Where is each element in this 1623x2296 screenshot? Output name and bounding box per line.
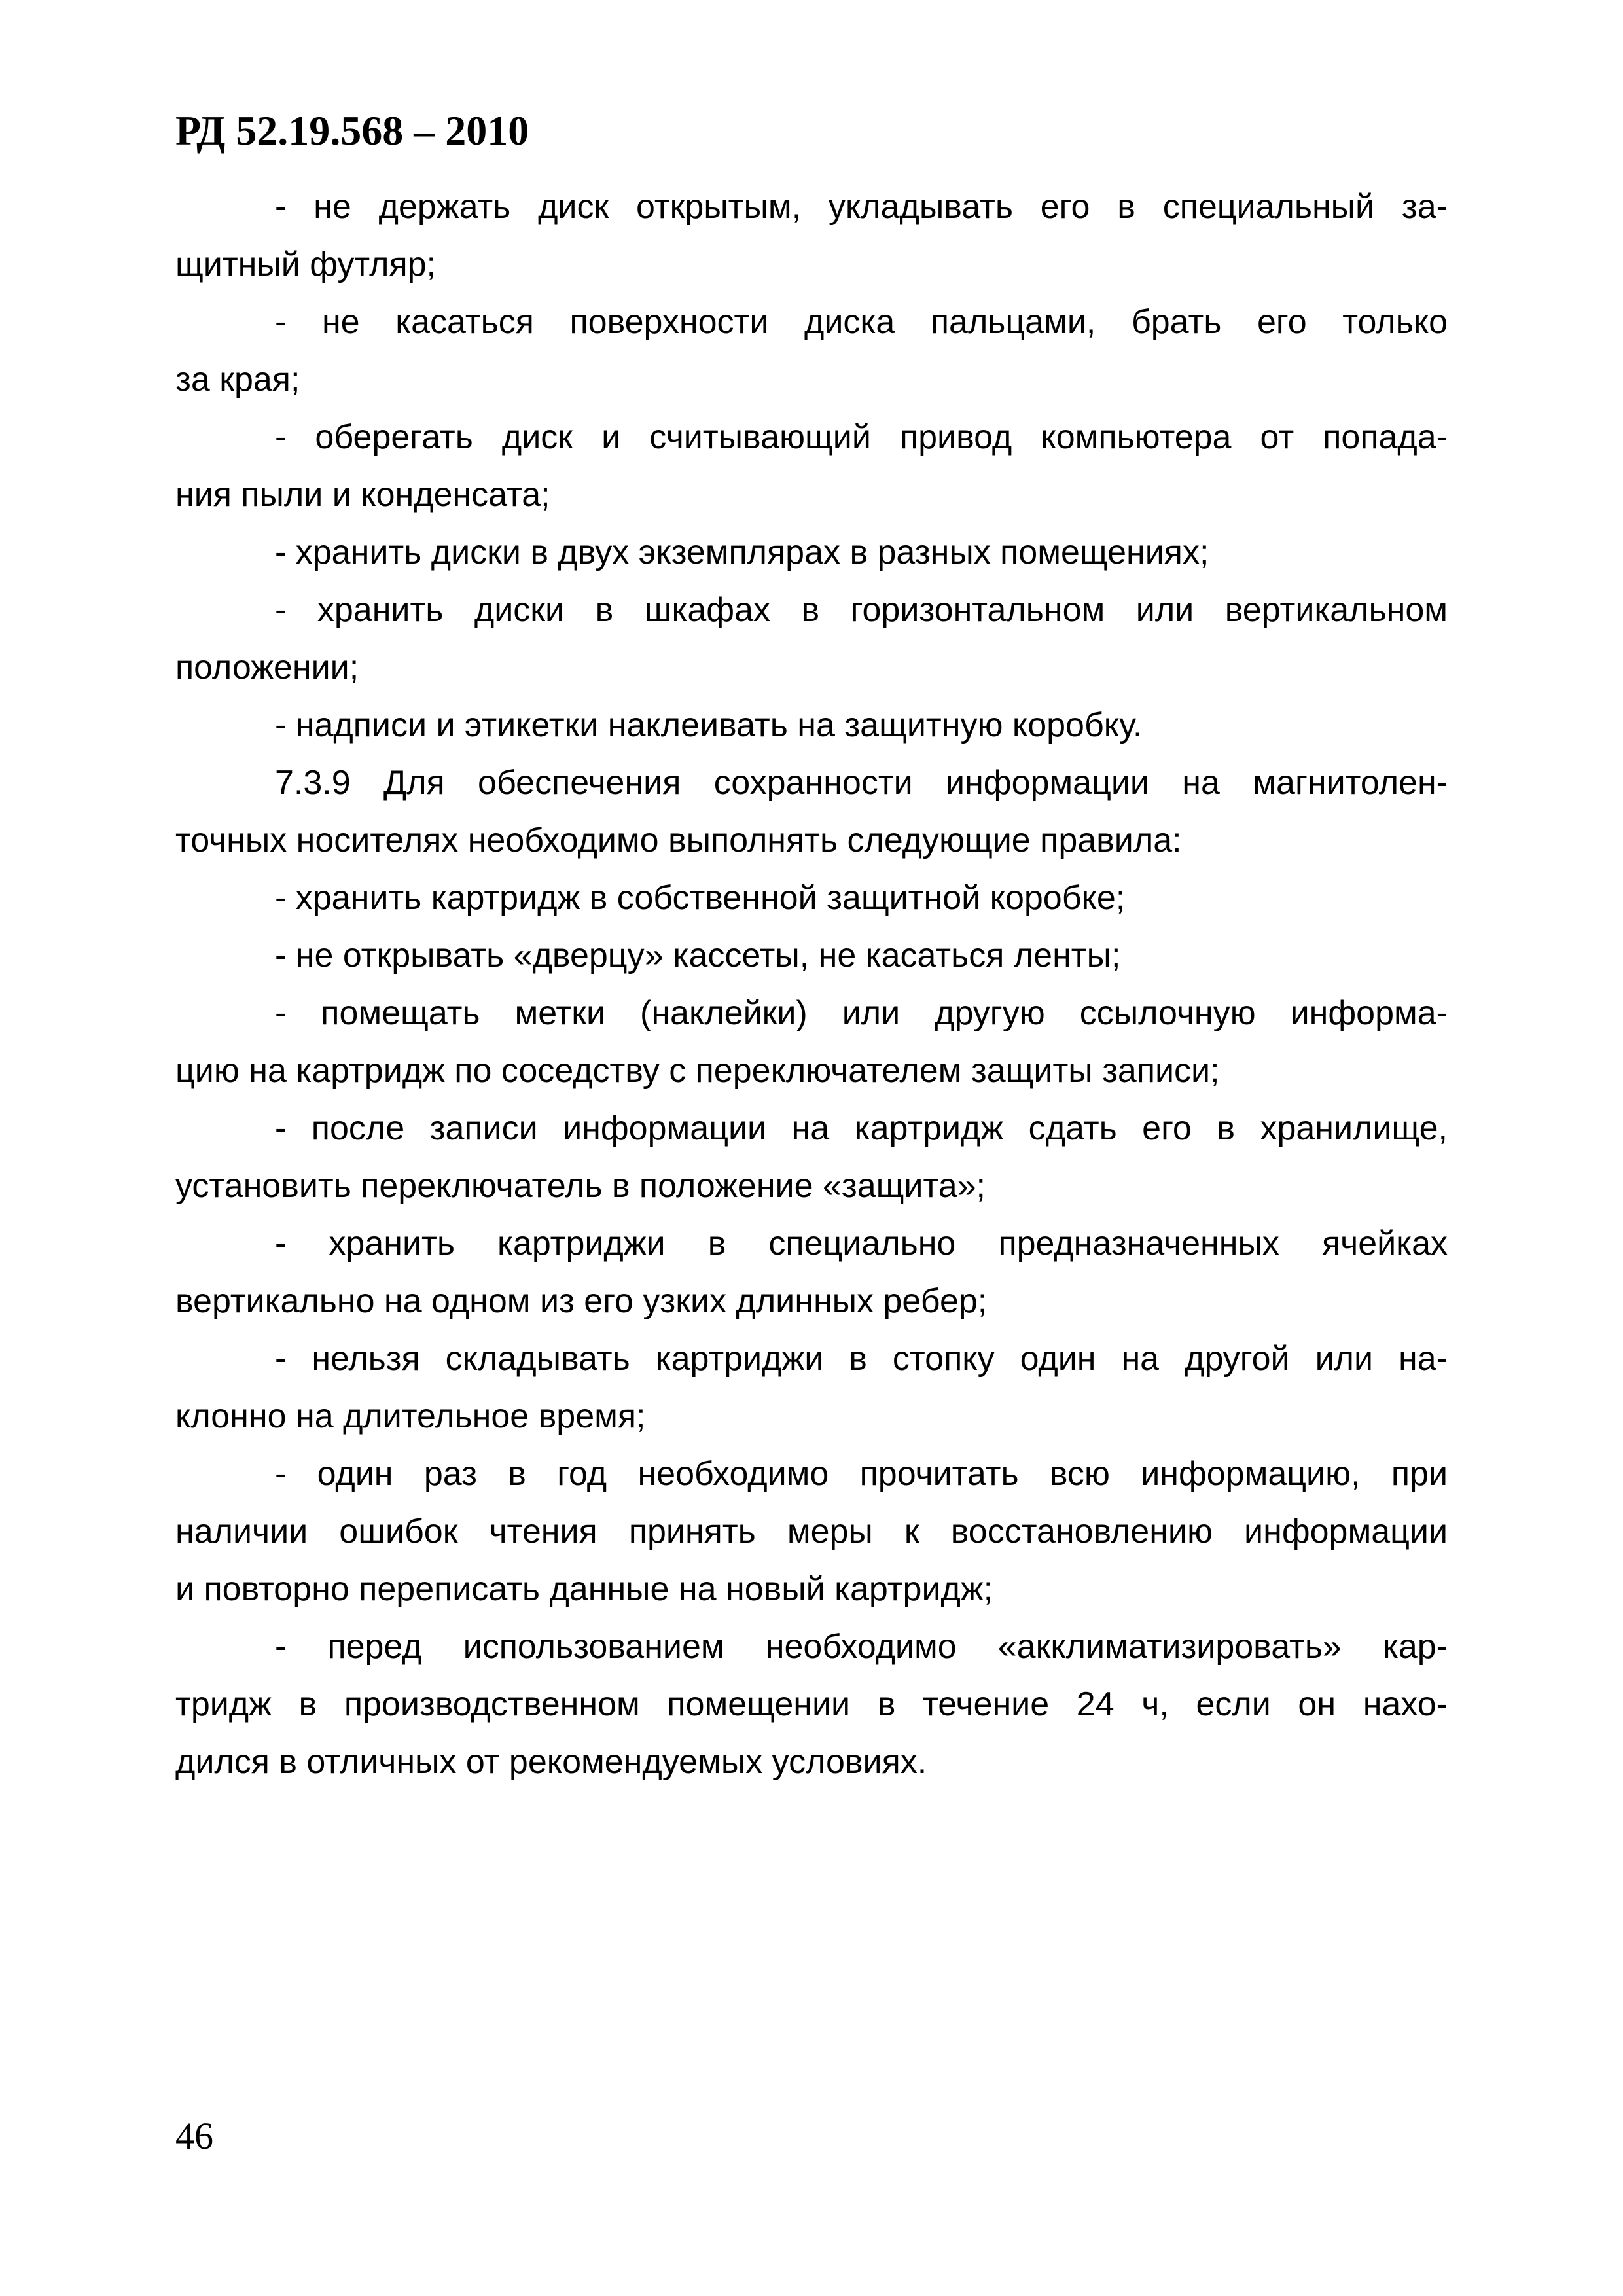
paragraph (175, 754, 1448, 869)
paragraph (175, 869, 1448, 927)
text-line: - хранить картриджи в специально предназначенных ячейках (275, 1225, 1448, 1263)
text-line: и повторно переписать данные на новый картридж; (175, 1570, 993, 1608)
text-line: - после записи информации на картридж сдать его в хранилище, (275, 1109, 1448, 1147)
text-line: установить переключатель в положение «защита»; (175, 1167, 986, 1205)
text-line: тридж в производственном помещении в течение 24 ч, если он нахо- (175, 1685, 1448, 1723)
text-line: - не касаться поверхности диска пальцами, брать его только (275, 303, 1448, 341)
text-line: - не держать диск открытым, укладывать его в специальный за- (275, 188, 1448, 226)
text-line: вертикально на одном из его узких длинных ребер; (175, 1282, 988, 1320)
text-line: - оберегать диск и считывающий привод компьютера от попада- (275, 418, 1448, 456)
page-number: 46 (175, 2115, 213, 2157)
paragraph (175, 696, 1448, 754)
paragraph (175, 1215, 1448, 1330)
text-line: клонно на длительное время; (175, 1397, 646, 1435)
paragraph (175, 984, 1448, 1100)
text-line: положении; (175, 649, 359, 687)
text-line: - надписи и этикетки наклеивать на защитную коробку. (275, 706, 1143, 744)
text-line: 7.3.9 Для обеспечения сохранности информации на магнитолен- (275, 764, 1448, 802)
text-line: - хранить диски в шкафах в горизонтальном или вертикальном (275, 591, 1448, 629)
text-line: точных носителях необходимо выполнять следующие правила: (175, 821, 1182, 859)
paragraph (175, 1445, 1448, 1618)
paragraph (175, 1618, 1448, 1791)
paragraph (175, 927, 1448, 984)
document-body (175, 178, 1448, 1791)
paragraph (175, 408, 1448, 524)
paragraph (175, 1330, 1448, 1445)
paragraph (175, 293, 1448, 408)
paragraph (175, 178, 1448, 293)
text-line: - перед использованием необходимо «акклиматизировать» кар- (275, 1628, 1448, 1666)
text-line: цию на картридж по соседству с переключателем защиты записи; (175, 1052, 1220, 1090)
text-line: дился в отличных от рекомендуемых условиях. (175, 1743, 927, 1781)
paragraph (175, 524, 1448, 581)
paragraph (175, 1100, 1448, 1215)
text-line: - помещать метки (наклейки) или другую ссылочную информа- (275, 994, 1448, 1032)
text-line: - хранить картридж в собственной защитной коробке; (275, 879, 1126, 917)
text-line: - не открывать «дверцу» кассеты, не касаться ленты; (275, 937, 1121, 975)
text-line: ния пыли и конденсата; (175, 476, 550, 514)
text-line: - нельзя складывать картриджи в стопку один на другой или на- (275, 1340, 1448, 1378)
paragraph (175, 581, 1448, 696)
document-code-header: РД 52.19.568 – 2010 (175, 107, 529, 154)
text-line: щитный футляр; (175, 245, 436, 283)
text-line: - один раз в год необходимо прочитать всю информацию, при (275, 1455, 1448, 1493)
text-line: - хранить диски в двух экземплярах в разных помещениях; (275, 533, 1209, 571)
text-line: наличии ошибок чтения принять меры к восстановлению информации (175, 1513, 1448, 1551)
text-line: за края; (175, 361, 300, 399)
